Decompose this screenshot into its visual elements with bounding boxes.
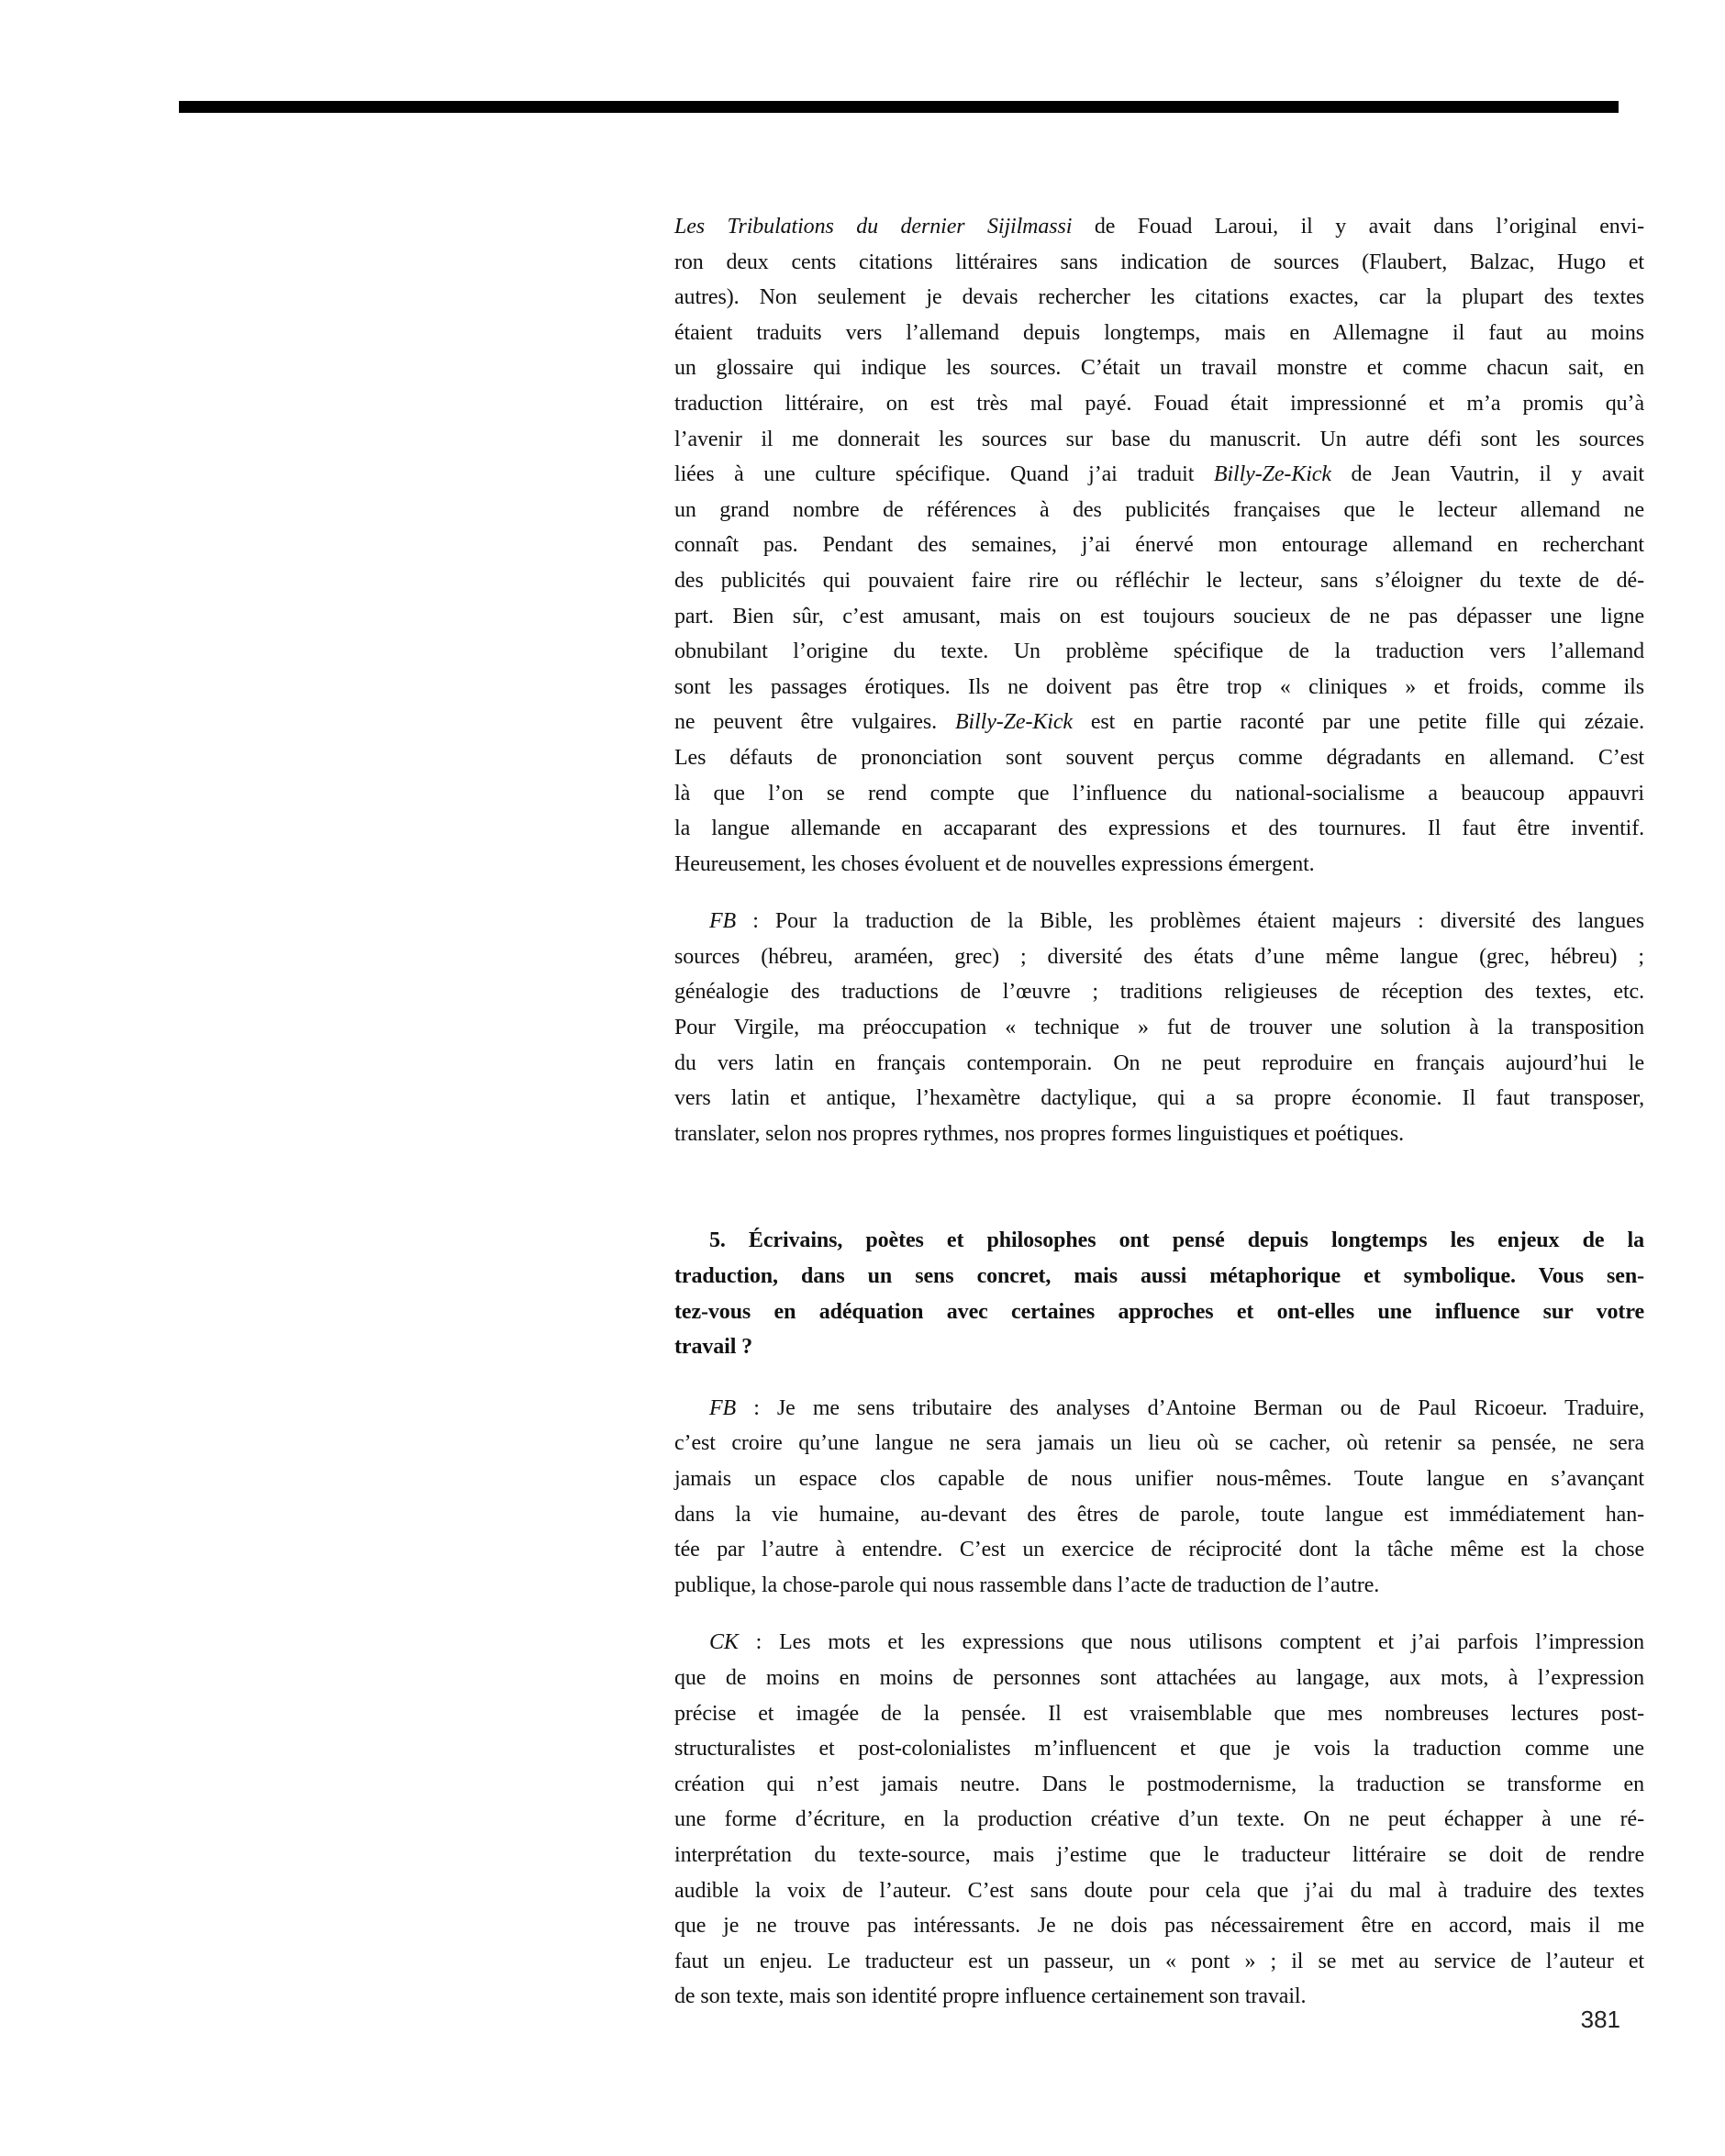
text-line (674, 776, 1644, 812)
article (674, 209, 1644, 2015)
text: du vers latin en français contemporain. On ne peut reproduire en français aujourd’hui le (674, 1050, 1644, 1075)
text-line (674, 1461, 1644, 1497)
text: traduction, dans un sens concret, mais aussi métaphorique et symbolique. Vous sen- (674, 1264, 1644, 1289)
text: publique, la chose-parole qui nous rassemble dans l’acte de traduction de l’autre. (674, 1573, 1380, 1597)
question-heading-5 (674, 1223, 1644, 1364)
paragraph-fb-berman (674, 1391, 1644, 1604)
text: une forme d’écriture, en la production créative d’un texte. On ne peut échapper à une ré- (674, 1807, 1644, 1832)
text: sources (hébreu, araméen, grec) ; diversité des états d’une même langue (grec, hébreu) ; (674, 944, 1644, 969)
text-line (674, 1568, 1644, 1604)
italic-text: Billy-Ze-Kick (954, 710, 1073, 735)
text: traduction littéraire, on est très mal payé. Fouad était impressionné et m’a promis qu’à (674, 391, 1644, 416)
text-line (674, 1046, 1644, 1082)
text: connaît pas. Pendant des semaines, j’ai énervé mon entourage allemand en recherchant (674, 533, 1644, 558)
italic-text: CK (709, 1630, 739, 1655)
text-line (674, 1731, 1644, 1767)
italic-text: Billy-Ze-Kick (1213, 462, 1331, 487)
text-line (674, 316, 1644, 351)
paragraph-fb-bible (674, 904, 1644, 1151)
text: l’avenir il me donnerait les sources sur base du manuscrit. Un autre défi sont les sources (674, 427, 1644, 451)
text-line (674, 1391, 1644, 1427)
text-line (674, 1295, 1644, 1330)
text-line (674, 1802, 1644, 1838)
text: précise et imagée de la pensée. Il est vraisemblable que mes nombreuses lectures post- (674, 1701, 1644, 1726)
text-line (674, 1625, 1644, 1661)
page-number: 381 (1580, 2006, 1620, 2033)
text-line (674, 847, 1644, 883)
text-line (674, 705, 1644, 740)
text: : Je me sens tributaire des analyses d’Antoine Berman ou de Paul Ricoeur. Traduire, (736, 1395, 1644, 1420)
text: ron deux cents citations littéraires sans indication de sources (Flaubert, Balzac, Hugo et (674, 250, 1644, 274)
text: Pour Virgile, ma préoccupation « technique » fut de trouver une solution à la transposition (674, 1016, 1644, 1040)
text: de Jean Vautrin, il y avait (1330, 462, 1644, 487)
text-line (674, 1497, 1644, 1533)
text: liées à une culture spécifique. Quand j’ai traduit (674, 462, 1214, 487)
text-line (674, 1532, 1644, 1568)
text-line (674, 528, 1644, 563)
text-line (674, 1838, 1644, 1873)
text: un glossaire qui indique les sources. C’était un travail monstre et comme chacun sait, en (674, 356, 1644, 381)
text: étaient traduits vers l’allemand depuis longtemps, mais en Allemagne il faut au moins (674, 320, 1644, 345)
text-line (674, 1908, 1644, 1944)
text-line (674, 209, 1644, 245)
text-line (674, 280, 1644, 316)
italic-text: FB (709, 1395, 737, 1420)
text: que je ne trouve pas intéressants. Je ne dois pas nécessairement être en accord, mais il me (674, 1914, 1644, 1939)
text-line (674, 939, 1644, 975)
text: Heureusement, les choses évoluent et de nouvelles expressions émergent. (674, 851, 1315, 876)
text: de son texte, mais son identité propre influence certainement son travail. (674, 1984, 1307, 2009)
text: faut un enjeu. Le traducteur est un passeur, un « pont » ; il se met au service de l’auteur et (674, 1949, 1644, 1973)
text-line (674, 457, 1644, 493)
text: vers latin et antique, l’hexamètre dactylique, qui a sa propre économie. Il faut transposer, (674, 1086, 1644, 1111)
text: : Les mots et les expressions que nous utilisons comptent et j’ai parfois l’impression (738, 1630, 1644, 1655)
text-line (674, 670, 1644, 706)
text-line (674, 1010, 1644, 1046)
italic-text: Les Tribulations du dernier Sijilmassi (674, 215, 1073, 239)
text: jamais un espace clos capable de nous unifier nous-mêmes. Toute langue en s’avançant (674, 1467, 1644, 1491)
text: tée par l’autre à entendre. C’est un exercice de réciprocité dont la tâche même est la chose (674, 1538, 1644, 1562)
text-line (674, 386, 1644, 422)
text: Les défauts de prononciation sont souvent perçus comme dégradants en allemand. C’est (674, 745, 1644, 770)
text-line (674, 245, 1644, 281)
text: la langue allemande en accaparant des expressions et des tournures. Il faut être inventif. (674, 817, 1644, 841)
text-line (674, 1117, 1644, 1152)
italic-text: FB (709, 909, 737, 934)
text-line (674, 1767, 1644, 1803)
text: un grand nombre de références à des publicités françaises que le lecteur allemand ne (674, 497, 1644, 522)
text: généalogie des traductions de l’œuvre ; traditions religieuses de réception des textes, etc. (674, 980, 1644, 1005)
text-line (674, 1329, 1644, 1365)
text-line (674, 1873, 1644, 1909)
text: 5. Écrivains, poètes et philosophes ont pensé depuis longtemps les enjeux de la (709, 1228, 1644, 1253)
paragraph-ck-mots (674, 1625, 1644, 2015)
text: travail ? (674, 1335, 753, 1360)
text: audible la voix de l’auteur. C’est sans doute pour cela que j’ai du mal à traduire des textes (674, 1878, 1644, 1903)
text-line (674, 493, 1644, 528)
text-line (674, 1426, 1644, 1461)
text: création qui n’est jamais neutre. Dans le postmodernisme, la traduction se transforme en (674, 1772, 1644, 1796)
text-line (674, 1223, 1644, 1259)
text: ne peuvent être vulgaires. (674, 710, 955, 735)
text-line (674, 1081, 1644, 1117)
text: sont les passages érotiques. Ils ne doivent pas être trop « cliniques » et froids, comme ils (674, 674, 1644, 699)
text: que de moins en moins de personnes sont attachées au langage, aux mots, à l’expression (674, 1665, 1644, 1690)
text-line (674, 563, 1644, 599)
text: de Fouad Laroui, il y avait dans l’original envi- (1072, 215, 1645, 239)
text-line (674, 1661, 1644, 1696)
text: autres). Non seulement je devais rechercher les citations exactes, car la plupart des textes (674, 285, 1644, 310)
text: des publicités qui pouvaient faire rire ou réfléchir le lecteur, sans s’éloigner du texte de dé- (674, 568, 1644, 593)
paragraph-laroui-answer (674, 209, 1644, 882)
text: : Pour la traduction de la Bible, les problèmes étaient majeurs : diversité des langues (736, 909, 1644, 934)
text: c’est croire qu’une langue ne sera jamais un lieu où se cacher, où retenir sa pensée, ne sera (674, 1431, 1644, 1456)
text-line (674, 904, 1644, 939)
text: interprétation du texte-source, mais j’estime que le traducteur littéraire se doit de rendre (674, 1842, 1644, 1867)
text-line (674, 1259, 1644, 1295)
text-line (674, 974, 1644, 1010)
text: translater, selon nos propres rythmes, nos propres formes linguistiques et poétiques. (674, 1121, 1405, 1146)
text: part. Bien sûr, c’est amusant, mais on est toujours soucieux de ne pas dépasser une ligne (674, 604, 1644, 628)
text-line (674, 634, 1644, 670)
text-line (674, 599, 1644, 635)
text-line (674, 1696, 1644, 1732)
text: tez-vous en adéquation avec certaines approches et ont-elles une influence sur votre (674, 1299, 1644, 1324)
text: obnubilant l’origine du texte. Un problème spécifique de la traduction vers l’allemand (674, 639, 1644, 664)
text: est en partie raconté par une petite fille qui zézaie. (1072, 710, 1644, 735)
text-line (674, 422, 1644, 458)
header-rule (179, 101, 1619, 113)
text: là que l’on se rend compte que l’influence du national-socialisme a beaucoup appauvri (674, 781, 1644, 806)
text-line (674, 1944, 1644, 1980)
text-line (674, 740, 1644, 776)
text-line (674, 811, 1644, 847)
text: structuralistes et post-colonialistes m’influencent et que je vois la traduction comme une (674, 1737, 1644, 1761)
text: dans la vie humaine, au-devant des êtres de parole, toute langue est immédiatement han- (674, 1502, 1644, 1527)
text-line (674, 350, 1644, 386)
